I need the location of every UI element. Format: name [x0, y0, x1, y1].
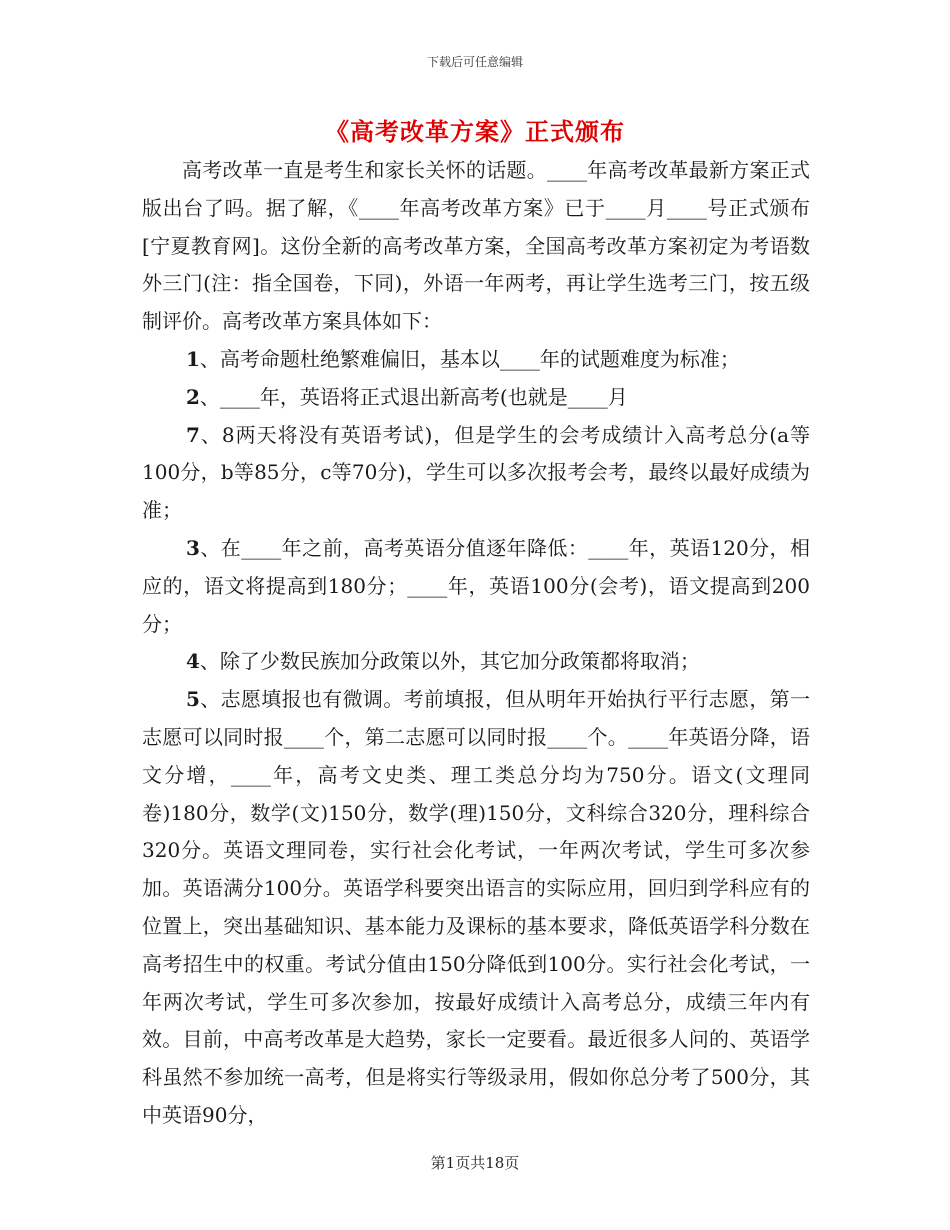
list-item: [142, 341, 810, 379]
list-item-text: 、8两天将没有英语考试)，但是学生的会考成绩计入高考总分(a等100分，b等85分，c等70分)，学生可以多次报考会考，最终以最好成绩为准；: [142, 422, 810, 523]
list-item-number: 5: [186, 687, 200, 712]
list-item-text: 、____年，英语将正式退出新高考(也就是____月: [199, 384, 628, 409]
list-item: [142, 379, 810, 417]
intro-paragraph: 高考改革一直是考生和家长关怀的话题。____年高考改革最新方案正式版出台了吗。据了解，《____年高考改革方案》已于____月____号正式颁布[宁夏教育网]。这份全新的高考改革方案，全国高考改革方案初定为考语数外三门(注：指全国卷，下同)，外语一年两考，再让学生选考三门，按五级制评价。高考改革方案具体如下：: [142, 158, 810, 334]
list-item-text: 、志愿填报也有微调。考前填报，但从明年开始执行平行志愿，第一志愿可以同时报____个，第二志愿可以同时报____个。____年英语分降，语文分增，____年，高考文史类、理工类总分均为750分。语文(文理同卷)180分，数学(文)150分，数学(理)150分，文科综合320分，理科综合320分。英语文理同卷，实行社会化考试，一年两次考试，学生可多次参加。英语满分100分。英语学科要突出语言的实际应用，回归到学科应有的位置上，突出基础知识、基本能力及课标的基本要求，降低英语学科分数在高考招生中的权重。考试分值由150分降低到100分。实行社会化考试，一年两次考试，学生可多次参加，按最好成绩计入高考总分，成绩三年内有效。目前，中高考改革是大趋势，家长一定要看。最近很多人问的、英语学科虽然不参加统一高考，但是将实行等级录用，假如你总分考了500分，其中英语90分，: [142, 687, 810, 1127]
list-item: [142, 417, 810, 530]
document-body: [142, 152, 810, 1135]
list-item-text: 、高考命题杜绝繁难偏旧，基本以____年的试题难度为标准；: [199, 346, 740, 371]
list-item: [142, 681, 810, 1135]
list-item-number: 7: [186, 422, 200, 447]
document-title: 《高考改革方案》正式颁布: [325, 117, 625, 146]
header-note: 下载后可任意编辑: [426, 55, 523, 69]
list-item-number: 4: [186, 649, 200, 674]
list-item-number: 1: [186, 346, 200, 371]
list-item-text: 、除了少数民族加分政策以外，其它加分政策都将取消；: [199, 649, 700, 674]
list-item: [142, 643, 810, 681]
list-item: [142, 530, 810, 643]
page-footer: 第1页共18页: [430, 1154, 520, 1172]
list-item-number: 2: [186, 384, 200, 409]
list-item-number: 3: [186, 535, 200, 560]
list-item-text: 、在____年之前，高考英语分值逐年降低：____年，英语120分，相应的，语文将提高到180分；____年，英语100分(会考)，语文提高到200分；: [142, 535, 810, 636]
